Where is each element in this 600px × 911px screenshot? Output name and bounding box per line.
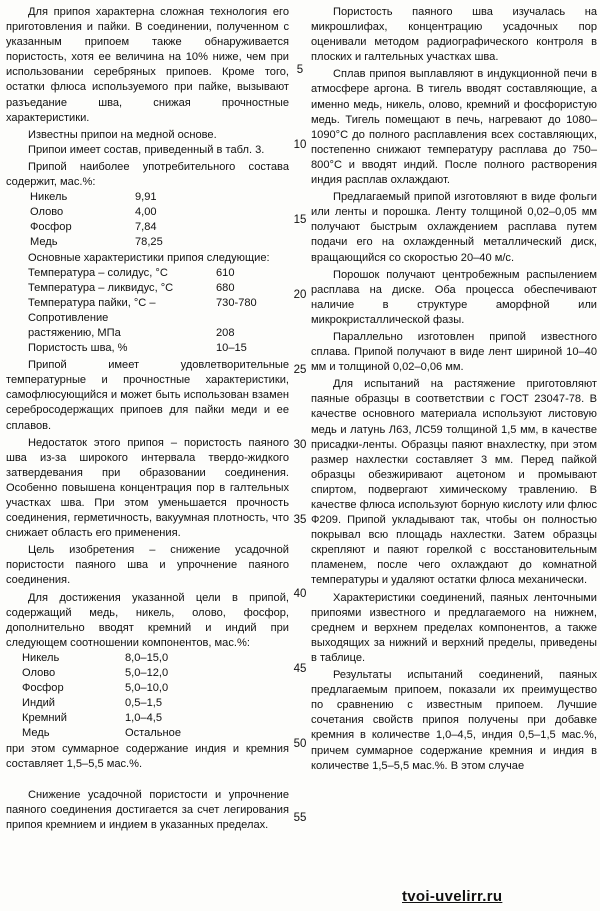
- line-number: 5: [296, 64, 304, 76]
- table-row: [6, 666, 181, 681]
- component-name: Индий: [22, 697, 55, 710]
- paragraph: Цель изобретения – снижение усадочной пористости паяного шва и упрочнение паяного соединения.: [6, 544, 289, 587]
- line-number: 45: [293, 663, 307, 675]
- paragraph: Припои имеет состав, приведенный в табл. 3.: [28, 143, 265, 156]
- table-row: [6, 651, 181, 666]
- paragraph: Для достижения указанной цели в припой, содержащий медь, никель, олово, фосфор, дополнительно вводят кремний и индий при следующем соотношении компонентов, мас.%:: [6, 591, 289, 649]
- component-value: 5,0–12,0: [125, 667, 169, 680]
- line-number: 55: [293, 812, 307, 824]
- characteristic-value: [216, 311, 286, 326]
- characteristic-name: растяжению, МПа: [28, 326, 121, 339]
- composition-table: [6, 190, 215, 250]
- characteristic-value: 680: [216, 281, 235, 294]
- characteristic-name: Температура – ликвидус, °C: [28, 281, 174, 294]
- characteristic-name: Сопротивление: [28, 311, 109, 324]
- table-row: [6, 220, 215, 235]
- paragraph: Снижение усадочной пористости и упрочнение паяного соединения достигается за счет легирования припоя кремнием и индием в указанных пределах.: [6, 788, 289, 831]
- component-name: Фосфор: [30, 221, 72, 234]
- component-name: Фосфор: [22, 682, 64, 695]
- paragraph: Предлагаемый припой изготовляют в виде фольги или ленты и порошка. Ленту толщиной 0,02–0,05 мм получают быстрым охлаждением расплава путем подачи его на охлажденный металлический диск, вращающийся со скоростью 20–40 м/с.: [311, 191, 597, 264]
- paragraph: Припой наиболее употребительного состава содержит, мас.%:: [6, 160, 289, 189]
- line-number: 50: [293, 738, 307, 750]
- component-name: Медь: [30, 236, 58, 249]
- line-number: 35: [293, 514, 307, 526]
- characteristic-name: Температура – солидус, °C: [28, 266, 168, 279]
- paragraph: Основные характеристики припоя следующие:: [28, 251, 270, 264]
- line-number: 20: [293, 289, 307, 301]
- characteristic-value: 10–15: [216, 342, 247, 355]
- table-row: [6, 235, 215, 250]
- table-row: [6, 296, 286, 311]
- characteristic-name: Пористость шва, %: [28, 342, 128, 355]
- paragraph: Недостаток этого припоя – пористость паяного шва из-за широкого интервала твердо-жидкого затвердевания при образовании соединения. Особенно повышена концентрация пор в галтельных участках шва. При этом уменьшается прочность соединения, герметичность, вакуумная плотность, что снижает область его применения.: [6, 436, 289, 540]
- characteristics-table: [6, 266, 286, 357]
- table-row: [6, 341, 286, 356]
- paragraph: Пористость паяного шва изучалась на микрошлифах, концентрацию усадочных пор оценивали методом радиографического контроля в плоских и галтельных участках шва.: [311, 6, 597, 64]
- watermark-text: tvoi-uvelirr.ru: [402, 888, 503, 905]
- paragraph: Параллельно изготовлен припой известного сплава. Припой получают в виде лент шириной 10–40 мм и толщиной 0,02–0,06 мм.: [311, 330, 597, 374]
- component-name: Медь: [22, 727, 50, 740]
- table-row: [6, 266, 286, 281]
- paragraph: Сплав припоя выплавляют в индукционной печи в атмосфере аргона. В тигель вводят составляющие, а именно медь, никель, олово, кремний и фосфористую медь. Тигель помещают в печь, нагревают до 1080–1090°C до полного расплавления всех составляющих, постепенно снижают температуру расплава до 750–800°C и вводят индий. После полного растворения индия расплав охлаждают.: [311, 68, 597, 187]
- paragraph: Характеристики соединений, паяных ленточными припоями известного и предлагаемого на нижнем, среднем и верхнем пределах компонентов, а также выходящих за нижний и верхний пределы, приведены в таблице.: [311, 591, 597, 664]
- characteristic-value: 610: [216, 266, 235, 279]
- paragraph: Результаты испытаний соединений, паяных предлагаемым припоем, показали их преимущество по сравнению с известным припоем. Лучшие сочетания свойств припоя получены при добавке кремния в количестве 1,0–4,5, индия 0,5–1,5 мас.%, причем суммарное содержание кремния и индия в количестве 1,5–5,5 мас.%. В этом случае: [311, 669, 597, 772]
- component-value: Остальное: [125, 727, 182, 740]
- component-value: 8,0–15,0: [125, 651, 169, 664]
- table-row: [6, 281, 286, 296]
- paragraph: Для испытаний на растяжение приготовляют паяные образцы в соответствии с ГОСТ 23047-78. В качестве основного материала используют листовую медь и латунь Л63, ЛС59 толщиной 1,5 мм, в качестве присадки-ленты. Образцы паяют внахлестку, при этом размер нахлестки составляет 3 мм. Перед пайкой образцы обезжиривают ацетоном и промывают спиртом, подвергают химическому травлению. В качестве флюса используют борную кислоту или флюс Ф209. Припой укладывают так, чтобы он полностью покрывал всю площадь нахлестки. Затем образцы скрепляют и паяют горелкой с восстановительным пламенем, после чего охлаждают до комнатной температуры и удаляют остатки флюса механически.: [311, 378, 597, 587]
- component-name: Никель: [22, 651, 60, 664]
- line-number: 10: [293, 139, 307, 151]
- line-number: 15: [293, 214, 307, 226]
- characteristic-value: 730-780: [216, 296, 257, 309]
- component-value: 0,5–1,5: [125, 697, 163, 710]
- component-name: Никель: [30, 191, 68, 204]
- table-row: [6, 681, 181, 696]
- table-row: [6, 311, 286, 326]
- paragraph: Порошок получают центробежным распылением расплава на диске. Оба процесса обеспечивают наличие в структуре аморфной или микрокристаллической фазы.: [311, 268, 597, 326]
- table-row: [6, 190, 215, 205]
- line-number: 40: [293, 588, 307, 600]
- component-value: 78,25: [135, 236, 163, 249]
- characteristic-value: 208: [216, 326, 235, 339]
- component-name: Олово: [22, 667, 56, 680]
- component-value: 9,91: [135, 191, 157, 204]
- table-row: [6, 326, 286, 341]
- right-column: [311, 5, 597, 774]
- table-row: [6, 205, 215, 220]
- table-row: [6, 711, 181, 726]
- line-number: 25: [293, 364, 307, 376]
- component-value: 5,0–10,0: [125, 682, 169, 695]
- component-value: 7,84: [135, 221, 157, 234]
- table-row: [6, 696, 181, 711]
- line-number: 30: [293, 439, 307, 451]
- characteristic-name: Температура пайки, °C –: [28, 296, 156, 309]
- component-name: Олово: [30, 206, 64, 219]
- paragraph: при этом суммарное содержание индия и кремния составляет 1,5–5,5 мас.%.: [6, 742, 289, 770]
- component-name: Кремний: [22, 712, 67, 725]
- paragraph: Известны припои на медной основе.: [28, 128, 217, 141]
- component-value: 1,0–4,5: [125, 712, 163, 725]
- new-composition-table: [6, 651, 181, 742]
- table-row: [6, 726, 181, 741]
- paragraph: Для припоя характерна сложная технология его приготовления и пайки. В соединении, полученном с указанным припоем также обнаруживается пористость, хотя ее величина на 10% ниже, чем при использовании серебряных припоев. Кроме того, остатки флюса используемого при пайке, вызывают разъедание шва, снижая прочностные характеристики.: [6, 6, 289, 124]
- left-column: [6, 5, 289, 833]
- component-value: 4,00: [135, 206, 157, 219]
- paragraph: Припой имеет удовлетворительные температурные и прочностные характеристики, самофлюсующийся и может быть использован взамен серебросодержащих припоев для пайки меди и ее сплавов.: [6, 359, 289, 432]
